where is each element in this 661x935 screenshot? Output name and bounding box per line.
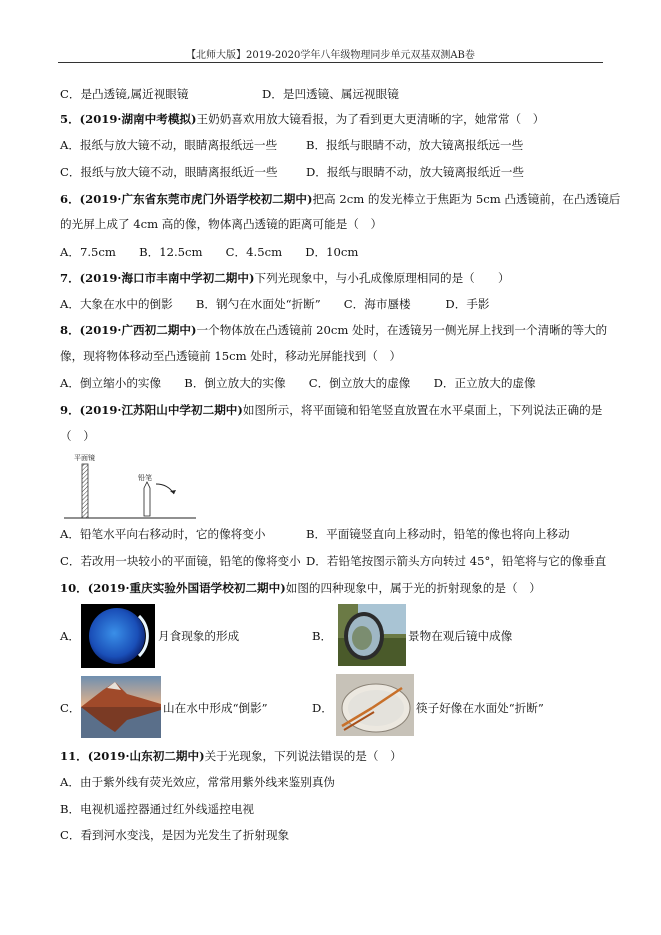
q7-text: 下列光现象中，与小孔成像原理相同的是（ ） <box>254 271 510 285</box>
q8-options: A．倒立缩小的实像 B．倒立放大的实像 C．倒立放大的虚像 D．正立放大的虚像 <box>60 376 536 390</box>
q6-text-line1: 把高 2cm 的发光棒立于焦距为 5cm 凸透镜前，在凸透镜后 <box>312 192 621 206</box>
q11-text: 关于光现象，下列说法错误的是（ ） <box>204 749 402 763</box>
q10-option-d-text: 筷子好像在水面处“折断” <box>416 701 544 715</box>
q11-option-c: C．看到河水变浅，是因为光发生了折射现象 <box>60 828 290 842</box>
question-6 <box>60 191 620 207</box>
question-7 <box>60 270 510 286</box>
page-header: 【北师大版】2019-2020学年八年级物理同步单元双基双测AB卷 <box>186 50 475 61</box>
q9-figure <box>60 450 200 522</box>
rearview-mirror-image <box>338 604 406 666</box>
q9-option-d: D．若铅笔按图示箭头方向转过 45°，铅笔将与它的像垂直 <box>306 554 607 568</box>
q10-option-a-letter: A． <box>60 629 80 643</box>
q10-text: 如图的四种现象中，属于光的折射现象的是（ ） <box>285 581 541 595</box>
q10-number: 10． <box>60 581 88 595</box>
rotation-arrow-icon <box>156 484 174 494</box>
q8-number: 8． <box>60 323 80 337</box>
q4-option-c: C．是凸透镜,属近视眼镜 <box>60 87 189 101</box>
q11-option-a: A．由于紫外线有荧光效应，常常用紫外线来鉴别真伪 <box>60 775 336 789</box>
q5-number: 5． <box>60 112 80 126</box>
q9-text-line2: （ ） <box>60 429 95 443</box>
pencil-shape <box>144 482 150 516</box>
q10-option-c-text: 山在水中形成“倒影” <box>163 701 268 715</box>
q9-source: (2019·江苏阳山中学初二期中) <box>79 403 243 417</box>
q9-text-line1: 如图所示，将平面镜和铅笔竖直放置在水平桌面上，下列说法正确的是 <box>242 403 603 417</box>
question-11 <box>60 748 402 764</box>
q5-text: 王奶奶喜欢用放大镜看报，为了看到更大更清晰的字，她常常（ ） <box>196 112 545 126</box>
question-5 <box>60 111 544 127</box>
mirror-shape <box>82 464 88 518</box>
q10-option-a-text: 月食现象的形成 <box>158 629 240 643</box>
q9-figure-mirror-label: 平面镜 <box>74 454 95 462</box>
arrow-head-icon <box>170 490 176 494</box>
q11-option-b: B．电视机遥控器通过红外线遥控电视 <box>60 802 255 816</box>
chopsticks-in-water-image <box>336 674 414 736</box>
q7-options: A．大象在水中的倒影 B．钢勺在水面处“折断” C．海市蜃楼 D．手影 <box>60 297 490 311</box>
q11-source: (2019·山东初二期中) <box>87 749 205 763</box>
q9-option-b: B．平面镜竖直向上移动时，铅笔的像也将向上移动 <box>306 527 570 541</box>
q10-option-d-letter: D． <box>312 701 333 715</box>
q7-source: (2019·海口市丰南中学初二期中) <box>79 271 255 285</box>
q6-source: (2019·广东省东莞市虎门外语学校初二期中) <box>79 192 313 206</box>
q5-option-c: C．报纸与放大镜不动，眼睛离报纸近一些 <box>60 165 278 179</box>
q10-option-b-letter: B． <box>312 629 333 643</box>
q10-option-c-letter: C． <box>60 701 81 715</box>
q10-source: (2019·重庆实验外国语学校初二期中) <box>87 581 286 595</box>
q6-options: A．7.5cm B．12.5cm C．4.5cm D．10cm <box>60 245 359 259</box>
q9-option-a: A．铅笔水平向右移动时，它的像将变小 <box>60 527 266 541</box>
q4-option-d: D．是凹透镜、属远视眼镜 <box>262 87 399 101</box>
q9-number: 9． <box>60 403 80 417</box>
q9-option-c: C．若改用一块较小的平面镜，铅笔的像将变小 <box>60 554 301 568</box>
question-8 <box>60 322 607 338</box>
q5-option-a: A．报纸与放大镜不动，眼睛离报纸远一些 <box>60 138 278 152</box>
question-10 <box>60 580 541 596</box>
q8-text-line1: 一个物体放在凸透镜前 20cm 处时，在透镜另一侧光屏上找到一个清晰的等大的 <box>196 323 608 337</box>
q9-figure-pencil-label: 铅笔 <box>138 474 152 482</box>
q10-option-b-text: 景物在观后镜中成像 <box>408 629 513 643</box>
header-divider <box>58 62 603 63</box>
q5-source: (2019·湖南中考模拟) <box>79 112 197 126</box>
q11-number: 11． <box>60 749 88 763</box>
q5-option-b: B．报纸与眼睛不动，放大镜离报纸远一些 <box>306 138 524 152</box>
q6-number: 6． <box>60 192 80 206</box>
lunar-eclipse-image <box>81 604 155 668</box>
q6-text-line2: 的光屏上成了 4cm 高的像，物体离凸透镜的距离可能是（ ） <box>60 217 383 231</box>
q7-number: 7． <box>60 271 80 285</box>
q8-source: (2019·广西初二期中) <box>79 323 197 337</box>
question-9 <box>60 402 602 418</box>
mountain-reflection-image <box>81 676 161 738</box>
q8-text-line2: 像，现将物体移动至凸透镜前 15cm 处时，移动光屏能找到（ ） <box>60 349 402 363</box>
q5-option-d: D．报纸与眼睛不动，放大镜离报纸近一些 <box>306 165 524 179</box>
